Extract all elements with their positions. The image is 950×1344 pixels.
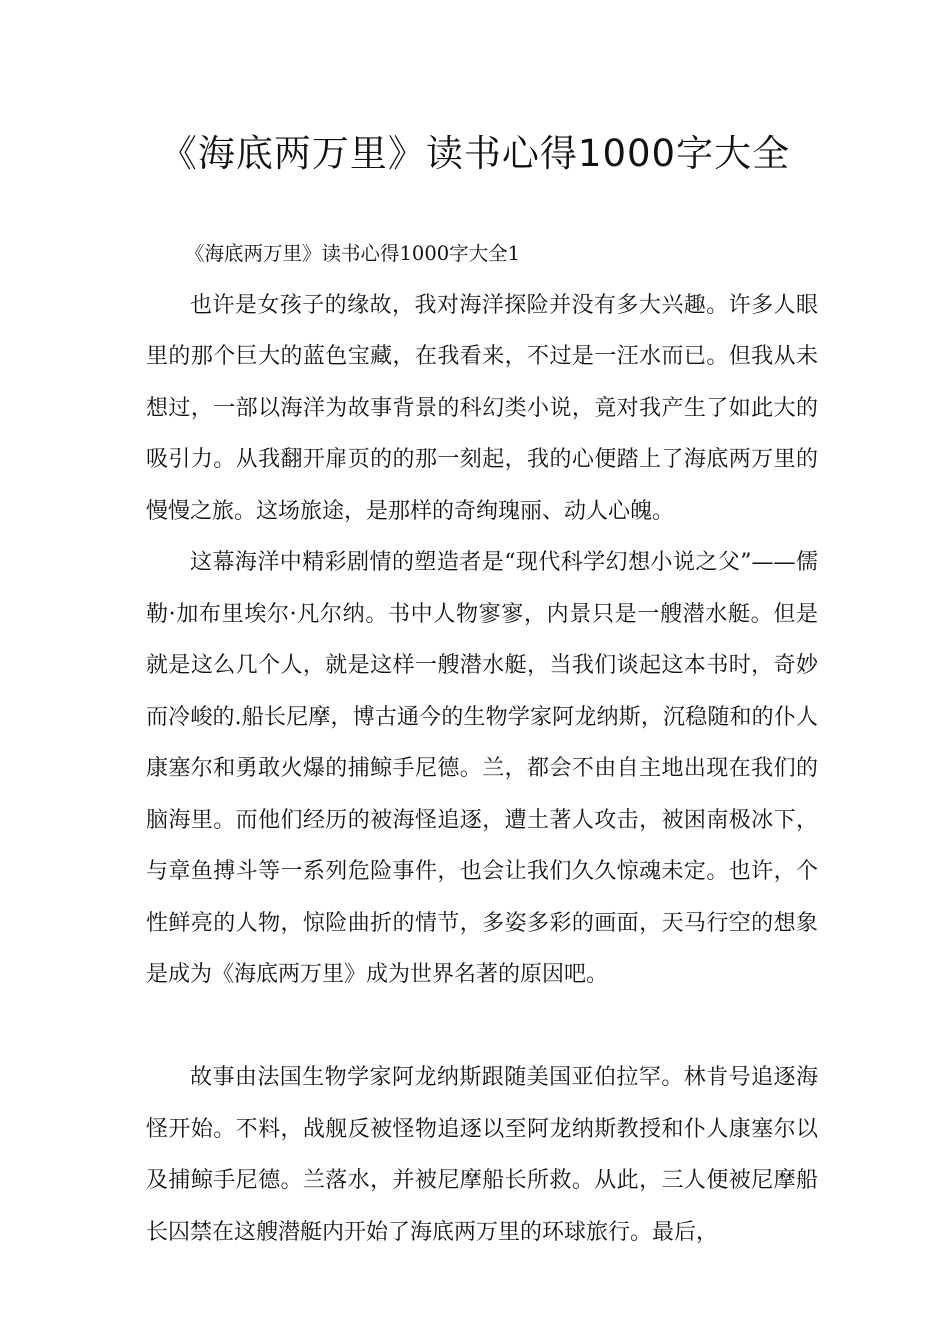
section-subtitle: 《海底两万里》读书心得1000字大全1 xyxy=(185,242,521,265)
paragraph-3: 故事由法国生物学家阿龙纳斯跟随美国亚伯拉罕。林肯号追逐海怪开始。不料，战舰反被怪物追逐以至阿龙纳斯教授和仆人康塞尔以及捕鲸手尼德。兰落水，并被尼摩船长所救。从此，三人便被尼摩船长囚禁在这艘潜艇内开始了海底两万里的环球旅行。最后， xyxy=(146,1065,818,1245)
paragraph-2: 这幕海洋中精彩剧情的塑造者是“现代科学幻想小说之父”——儒勒·加布里埃尔·凡尔纳。书中人物寥寥，内景只是一艘潜水艇。但是就是这么几个人，就是这样一艘潜水艇，当我们谈起这本书时，奇妙而冷峻的.船长尼摩，博古通今的生物学家阿龙纳斯，沉稳随和的仆人康塞尔和勇敢火爆的捕鲸手尼德。兰，都会不由自主地出现在我们的脑海里。而他们经历的被海怪追逐，遭土著人攻击，被困南极冰下，与章鱼搏斗等一系列危险事件，也会让我们久久惊魂未定。也许，个性鲜亮的人物，惊险曲折的情节，多姿多彩的画面，天马行空的想象是成为《海底两万里》成为世界名著的原因吧。 xyxy=(146,550,818,987)
document-title: 《海底两万里》读书心得1000字大全 xyxy=(159,132,791,175)
document-body xyxy=(146,228,818,1258)
paragraph-1: 也许是女孩子的缘故，我对海洋探险并没有多大兴趣。许多人眼里的那个巨大的蓝色宝藏，在我看来，不过是一汪水而已。但我从未想过，一部以海洋为故事背景的科幻类小说，竟对我产生了如此大的吸引力。从我翻开扉页的的那一刻起，我的心便踏上了海底两万里的慢慢之旅。这场旅途，是那样的奇绚瑰丽、动人心魄。 xyxy=(146,292,818,524)
paragraph-spacer xyxy=(146,1001,818,1053)
